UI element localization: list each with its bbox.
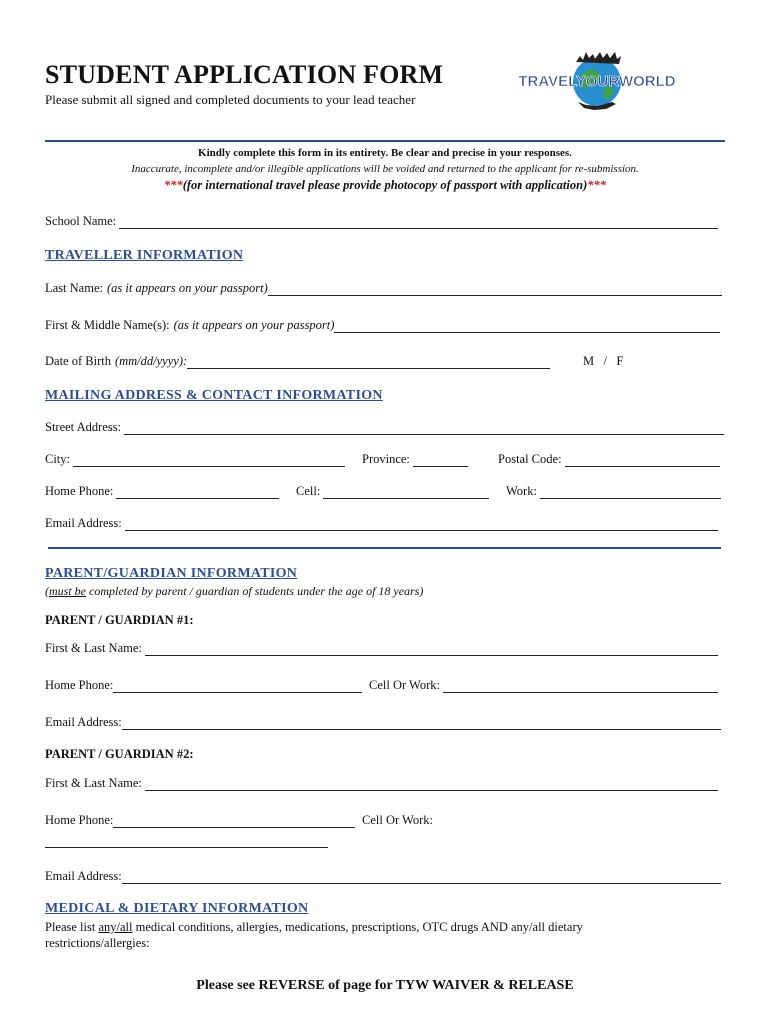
passport-notice xyxy=(0,178,770,193)
city-label: City: xyxy=(45,452,71,466)
g2-home-phone-label: Home Phone: xyxy=(45,813,114,827)
home-phone-row xyxy=(45,484,279,499)
svg-text:TRAVELYOURWORLD: TRAVELYOURWORLD xyxy=(518,73,676,90)
g1-email-field[interactable] xyxy=(122,717,721,730)
gender-select[interactable]: M / F xyxy=(583,354,624,368)
g1-name-row xyxy=(45,641,718,656)
g1-email-label: Email Address: xyxy=(45,715,122,729)
guardian-2-label: PARENT / GUARDIAN #2: xyxy=(45,747,194,761)
reverse-page-note: Please see REVERSE of page for TYW WAIVER & RELEASE xyxy=(196,978,574,993)
first-name-field[interactable] xyxy=(334,320,720,333)
cell-label: Cell: xyxy=(296,484,321,498)
g2-email-label: Email Address: xyxy=(45,869,122,883)
g2-name-field[interactable] xyxy=(145,778,718,791)
g2-email-field[interactable] xyxy=(122,871,721,884)
g1-cell-row xyxy=(369,678,718,693)
g2-email-row xyxy=(45,869,721,884)
dob-label: Date of Birth xyxy=(45,354,111,368)
school-name-label: School Name: xyxy=(45,214,117,228)
city-row xyxy=(45,452,345,467)
g1-home-phone-row xyxy=(45,678,362,693)
medical-text-underlined: any/all xyxy=(98,920,133,934)
province-row xyxy=(362,452,468,467)
medical-instructions xyxy=(45,919,645,951)
school-name-row xyxy=(45,214,718,229)
notice-stars-right: *** xyxy=(587,178,606,192)
g2-name-row xyxy=(45,776,718,791)
dob-note: (mm/dd/yyyy): xyxy=(114,354,188,368)
section-divider xyxy=(48,547,721,549)
guardian-heading: PARENT/GUARDIAN INFORMATION xyxy=(45,566,298,581)
street-label: Street Address: xyxy=(45,420,122,434)
guardian-note xyxy=(45,584,423,599)
street-field[interactable] xyxy=(124,422,724,435)
dob-row xyxy=(45,354,550,369)
medical-heading: MEDICAL & DIETARY INFORMATION xyxy=(45,901,309,916)
dob-field[interactable] xyxy=(187,356,550,369)
email-field[interactable] xyxy=(125,518,718,531)
last-name-row xyxy=(45,281,722,296)
postal-row xyxy=(498,452,720,467)
medical-text-post: medical conditions, allergies, medications, prescriptions, OTC drugs AND any/all dietary restrictions/allergies: xyxy=(45,920,583,950)
g2-home-phone-row xyxy=(45,813,355,828)
first-name-label: First & Middle Name(s): xyxy=(45,318,170,332)
g1-home-phone-field[interactable] xyxy=(113,680,362,693)
guardian-1-label: PARENT / GUARDIAN #1: xyxy=(45,613,194,627)
mailing-heading: MAILING ADDRESS & CONTACT INFORMATION xyxy=(45,388,383,403)
g2-home-phone-field[interactable] xyxy=(113,815,355,828)
g1-name-label: First & Last Name: xyxy=(45,641,142,655)
last-name-field[interactable] xyxy=(268,283,722,296)
header-divider xyxy=(45,140,725,142)
first-name-note: (as it appears on your passport) xyxy=(173,318,335,332)
province-field[interactable] xyxy=(413,454,468,467)
email-row xyxy=(45,516,718,531)
first-name-row xyxy=(45,318,720,333)
g1-cell-field[interactable] xyxy=(443,680,718,693)
notice-line-1: Kindly complete this form in its entirety. Be clear and precise in your responses. xyxy=(198,147,572,159)
province-label: Province: xyxy=(362,452,410,466)
g2-name-label: First & Last Name: xyxy=(45,776,142,790)
street-row xyxy=(45,420,724,435)
notice-line-2: Inaccurate, incomplete and/or illegible applications will be voided and returned to the applicant for re-submission. xyxy=(131,163,639,175)
postal-field[interactable] xyxy=(565,454,720,467)
g2-cell-label: Cell Or Work: xyxy=(362,813,433,827)
school-name-field[interactable] xyxy=(119,216,718,229)
notice-stars-left: *** xyxy=(163,178,183,192)
last-name-label: Last Name: xyxy=(45,281,103,295)
email-label: Email Address: xyxy=(45,516,122,530)
cell-row xyxy=(296,484,489,499)
home-phone-label: Home Phone: xyxy=(45,484,114,498)
form-title: STUDENT APPLICATION FORM xyxy=(45,60,444,89)
home-phone-field[interactable] xyxy=(116,486,279,499)
g1-home-phone-label: Home Phone: xyxy=(45,678,114,692)
guardian-note-rest: completed by parent / guardian of students under the age of 18 years) xyxy=(86,584,424,598)
passport-notice-text: (for international travel please provide photocopy of passport with application) xyxy=(182,178,588,192)
postal-label: Postal Code: xyxy=(498,452,562,466)
work-label: Work: xyxy=(506,484,537,498)
g1-name-field[interactable] xyxy=(145,643,718,656)
medical-text-pre: Please list xyxy=(45,920,99,934)
traveller-heading: TRAVELLER INFORMATION xyxy=(45,248,244,263)
city-field[interactable] xyxy=(73,454,345,467)
cell-field[interactable] xyxy=(323,486,489,499)
work-field[interactable] xyxy=(540,486,721,499)
work-row xyxy=(506,484,721,499)
guardian-note-open: ( xyxy=(45,584,49,598)
g1-cell-label: Cell Or Work: xyxy=(369,678,440,692)
last-name-note: (as it appears on your passport) xyxy=(106,281,268,295)
form-subtitle: Please submit all signed and completed documents to your lead teacher xyxy=(45,92,416,107)
guardian-note-underlined: must be xyxy=(49,584,86,598)
g1-email-row xyxy=(45,715,721,730)
g2-cell-field[interactable] xyxy=(45,835,328,848)
travelyourworld-logo xyxy=(512,44,682,116)
